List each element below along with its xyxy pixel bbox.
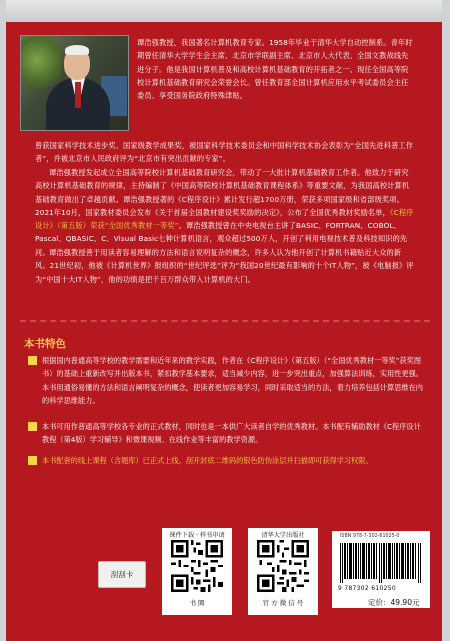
qr1-heading: 课件下载 · 样书申请 bbox=[169, 532, 225, 539]
qr1-caption: 书 圈 bbox=[189, 599, 205, 607]
bullet-icon bbox=[28, 456, 37, 465]
qr-code-icon[interactable] bbox=[257, 540, 309, 592]
qr2-caption: 官 方 微 信 号 bbox=[262, 599, 304, 607]
tie bbox=[75, 82, 81, 108]
author-honors-paragraph: 曾获国家科学技术进步奖、国家级教学成果奖，被国家科学技术委员会和中国科学技术协会表彰为“全国先进科普工作者”，并被北京市人民政府评为“北京市有突出贡献的专家”。 bbox=[35, 141, 414, 164]
author-influence-paragraph: 谭浩强教授善于用读者容易理解的方法和语言说明复杂的概念，许多人认为他开创了计算机书籍贴近大众的新风。21世纪初，他被《计算机世界》报组织的“世纪评选”评为“我国20世纪最有影响的十个IT人物”，被《电脑报》评为“中国十大IT人物”，他的功绩是把千百万群众带入计算机的大门。 bbox=[35, 248, 414, 284]
scratch-card[interactable]: 刮刮卡 bbox=[98, 561, 146, 588]
isbn-small-text: ISBN 978-7-302-61025-0 bbox=[340, 534, 400, 539]
qr2-heading: 清华大学出版社 bbox=[261, 532, 305, 539]
qr-card-official[interactable] bbox=[248, 528, 318, 615]
award-highlight: 《C程序设计》（第五版）荣获“全国优秀教材一等奖” bbox=[35, 207, 414, 231]
author-photo bbox=[20, 35, 129, 131]
barcode-icon bbox=[340, 543, 422, 583]
feature-item: 本书可用作普通高等学校各专业的正式教材，同时也是一本供广大读者自学的优秀教材。本书配有辅助教材《C程序设计教程（第4版）学习辅导》和微课视频、在线作业等丰富的教学资源。 bbox=[42, 422, 421, 445]
contribution-text-a: 谭浩强教授发起成立全国高等院校计算机基础教育研究会，带动了一大批计算机基础教育工作者。他致力于研究高校计算机基础教育的规律，主持编制了《中国高等院校计算机基础教育课程体系》等重要文献，为我国高校计算机基础教育做出了卓越贡献。谭浩强教授著的《C程序设计》累计发行超1700万册，荣获多项国家级和省部级奖项。2021年10月，国家教材委员会发布《关于首届全国教材建设奖奖励的决定》，公布了全国优秀教材奖励名单， bbox=[35, 168, 410, 217]
feature-item: 根据国内普通高等学校的教学需要和近年来的教学实践，作者在《C程序设计》（第五版）（“全国优秀教材一等奖”获奖图书）的基础上重新改写并出版本书，紧扣教学基本要求，适当减少内容，进一步突出重点，加强算法训练，实用性更强。本书用通俗易懂的方法和语言阐明复杂的概念，使读者更加容易学习，同时采取适当的方法，着力培养包括计算思维在内的科学思维能力。 bbox=[42, 356, 423, 405]
price-label: 定价：49.90元 bbox=[368, 598, 420, 607]
isbn-number: 9 787302 610250 bbox=[338, 585, 396, 592]
feature-item-highlight: 本书配套的线上课程（含题库）已正式上线，刮开封底二维码的银色防伪涂层并扫描即可获得学习权限。 bbox=[42, 456, 373, 465]
top-band bbox=[6, 0, 442, 22]
bullet-icon bbox=[28, 422, 37, 431]
author-intro-paragraph: 谭浩强教授，我国著名计算机教育专家。1958年毕业于清华大学自动控制系。青年时期曾任清华大学学生会主席、北京市学联副主席、北京市人大代表、全国文教战线先进分子。他是我国计算机普及和高校计算机基础教育的开拓者之一。现任全国高等院校计算机基础教育研究会荣誉会长。曾任教育部全国计算机应用水平考试委员会主任委员、享受国务院政府特殊津贴。 bbox=[137, 38, 413, 101]
bullet-icon bbox=[28, 356, 37, 365]
qr-card-courseware[interactable] bbox=[162, 528, 232, 615]
features-title: 本书特色 bbox=[24, 338, 66, 350]
qr-code-icon[interactable] bbox=[171, 540, 223, 592]
contribution-text-b: 。谭浩强教授曾在中央电视台主讲了BASIC、FORTRAN、COBOL、Pascal、QBASIC、C、Visual Basic七种计算机语言，观众超过500万人，开创了利用电视技术普及科技知识的先河。 bbox=[35, 221, 408, 257]
hair bbox=[65, 45, 89, 55]
